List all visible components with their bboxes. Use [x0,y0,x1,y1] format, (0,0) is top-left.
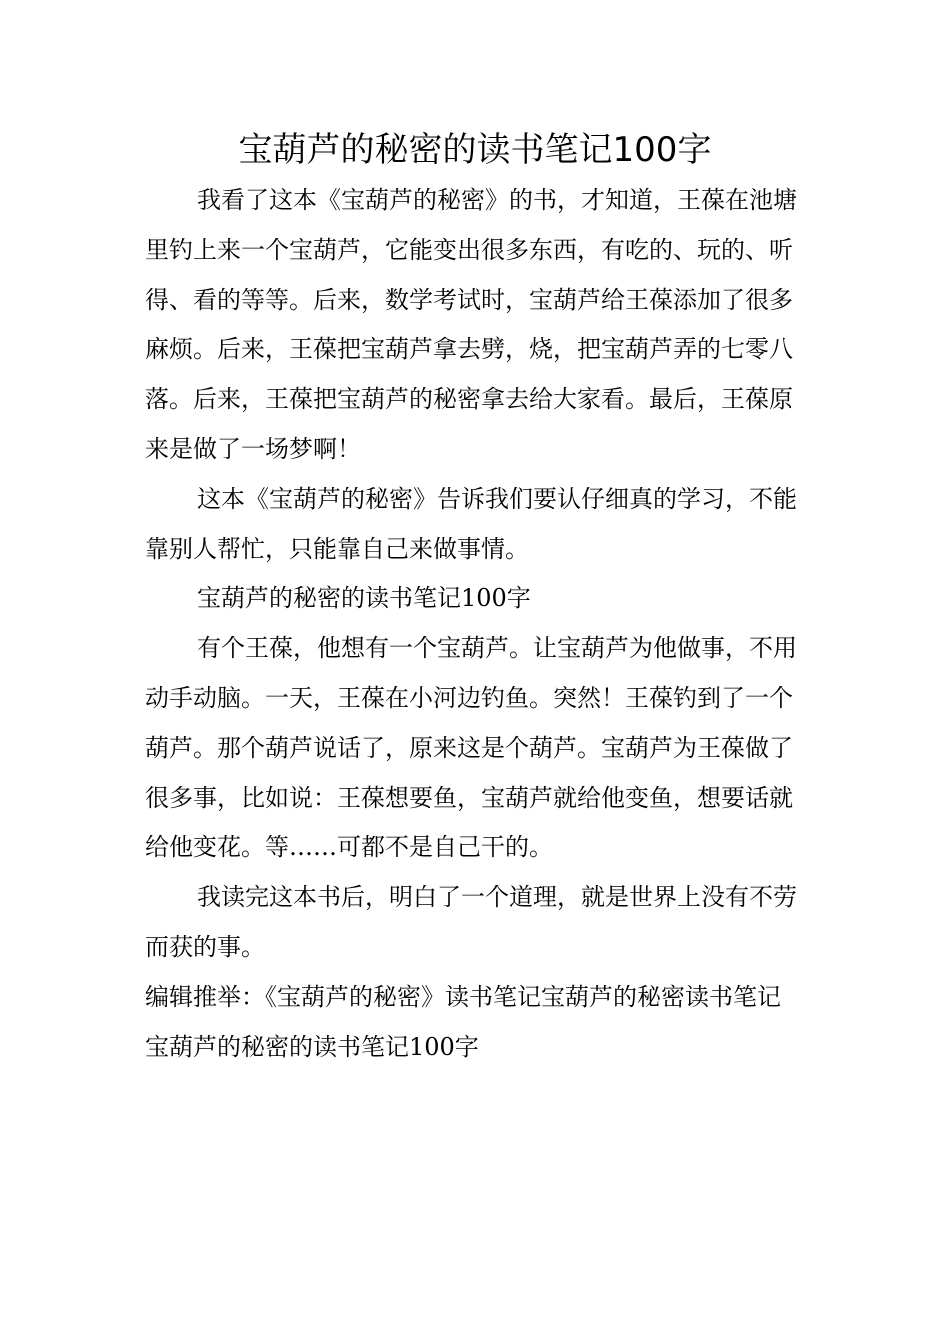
document-title: 宝葫芦的秘密的读书笔记100字 [238,130,712,170]
paragraph-2: 这本《宝葫芦的秘密》告诉我们要认仔细真的学习，不能靠别人帮忙，只能靠自己来做事情。 [145,484,797,563]
related-link: 宝葫芦的秘密的读书笔记100字 [145,1032,479,1061]
document-body [145,176,807,1072]
paragraph-1: 我看了这本《宝葫芦的秘密》的书，才知道，王葆在池塘里钓上来一个宝葫芦，它能变出很多东西，有吃的、玩的、听得、看的等等。后来，数学考试时，宝葫芦给王葆添加了很多麻烦。后来，王葆把宝葫芦拿去劈，烧，把宝葫芦弄的七零八落。后来，王葆把宝葫芦的秘密拿去给大家看。最后，王葆原来是做了一场梦啊！ [145,186,797,463]
paragraph-4: 我读完这本书后，明白了一个道理，就是世界上没有不劳而获的事。 [145,883,797,961]
paragraph-3: 有个王葆，他想有一个宝葫芦。让宝葫芦为他做事，不用动手动脑。一天，王葆在小河边钓鱼。突然！王葆钓到了一个葫芦。那个葫芦说话了，原来这是个葫芦。宝葫芦为王葆做了很多事，比如说：王葆想要鱼，宝葫芦就给他变鱼，想要话就给他变花。等……可都不是自己干的。 [145,634,797,862]
section-heading: 宝葫芦的秘密的读书笔记100字 [197,584,531,613]
editor-recommendation: 编辑推举：《宝葫芦的秘密》读书笔记宝葫芦的秘密读书笔记 [145,982,781,1011]
